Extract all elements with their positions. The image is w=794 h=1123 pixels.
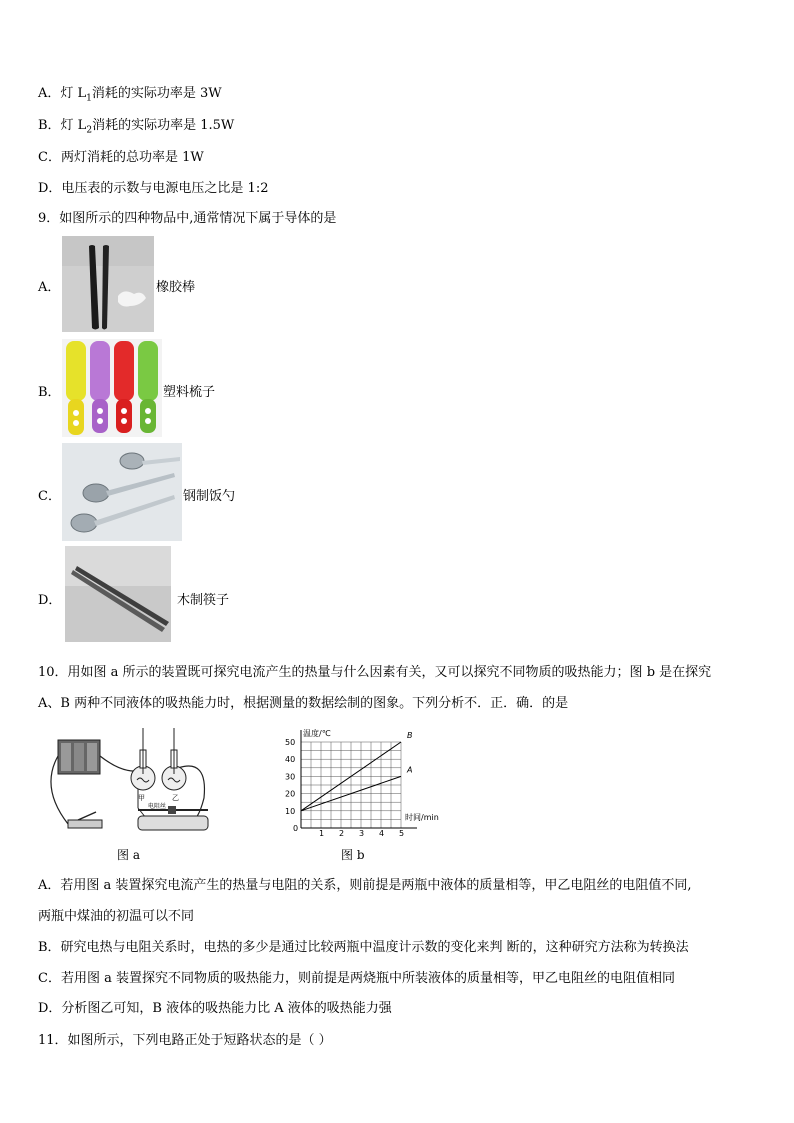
q10-option-a: A．若用图 a 装置探究电流产生的热量与电阻的关系，则前提是两瓶中液体的质量相等，甲乙电阻丝的电阻值不同, — [38, 878, 692, 893]
q8-option-b-prefix: B．灯 L — [38, 118, 87, 133]
q9-option-a-label: A． — [38, 280, 61, 295]
x-tick-label: 4 — [379, 829, 385, 838]
steel-spoons-drawing — [62, 443, 182, 541]
y-tick-label: 10 — [285, 806, 296, 816]
figure-a-drawing — [38, 728, 224, 838]
y-tick-label: 30 — [285, 772, 296, 782]
figure-a-label-wire: 电阻丝 — [148, 803, 167, 810]
x-tick-label: 2 — [339, 829, 345, 838]
plastic-combs-image — [62, 339, 162, 437]
q8-option-b-sub: 2 — [86, 125, 93, 136]
x-tick-label: 3 — [359, 829, 365, 838]
q11-stem: 11．如图所示，下列电路正处于短路状态的是（ ） — [38, 1033, 332, 1048]
q10-option-b: B．研究电热与电阻关系时，电热的多少是通过比较两瓶中温度计示数的变化来判 断的，这种研究方法称为转换法 — [38, 940, 689, 955]
figure-b-caption: 图 b — [341, 848, 365, 862]
series-label-A: A — [407, 765, 413, 775]
figure-a-caption: 图 a — [117, 848, 140, 862]
q8-option-a-sub: 1 — [86, 93, 92, 104]
plastic-combs-drawing — [62, 339, 162, 437]
y-axis-label: 温度/℃ — [303, 729, 331, 738]
figure-b-chart — [283, 728, 463, 838]
q9-option-b-label: B． — [38, 385, 61, 400]
wooden-chopsticks-drawing — [65, 546, 171, 642]
q10-stem-line2: A、B 两种不同液体的吸热能力时，根据测量的数据绘制的图象。下列分析不．正．确．的是 — [38, 696, 569, 711]
q8-option-a-rest: 消耗的实际功率是 3W — [91, 86, 222, 101]
wooden-chopsticks-image — [65, 546, 171, 642]
x-tick-label: 1 — [319, 829, 325, 838]
steel-spoons-image — [62, 443, 182, 541]
q9-option-c-label: C． — [38, 489, 61, 504]
figure-a-label-yi: 乙 — [172, 794, 179, 802]
y-tick-label: 40 — [285, 755, 296, 765]
rubber-rods-drawing — [62, 236, 154, 332]
q8-option-b — [38, 114, 234, 136]
q10-option-a-cont: 两瓶中煤油的初温可以不同 — [38, 909, 195, 924]
x-tick-label: 5 — [399, 829, 405, 838]
y-tick-label: 20 — [285, 789, 296, 799]
q8-option-d: D．电压表的示数与电源电压之比是 1:2 — [38, 181, 269, 196]
q9-option-d-label: D． — [38, 593, 62, 608]
x-axis-label: 时间/min — [405, 813, 439, 822]
q10-option-d: D．分析图乙可知，B 液体的吸热能力比 A 液体的吸热能力强 — [38, 1001, 392, 1016]
q9-option-a-text: 橡胶棒 — [156, 280, 196, 295]
series-label-B: B — [407, 731, 413, 740]
rubber-rods-image — [62, 236, 154, 332]
chart-b-svg — [283, 728, 463, 838]
q8-option-b-rest: 消耗的实际功率是 1.5W — [92, 118, 235, 133]
q9-option-d-text: 木制筷子 — [177, 593, 230, 608]
q8-option-c: C．两灯消耗的总功率是 1W — [38, 150, 204, 165]
q10-stem-line1: 10．用如图 a 所示的装置既可探究电流产生的热量与什么因素有关，又可以探究不同物质的吸热能力；图 b 是在探究 — [38, 665, 712, 680]
figure-a-label-jia: 甲 — [138, 794, 145, 802]
q9-stem: 9．如图所示的四种物品中,通常情况下属于导体的是 — [38, 211, 337, 226]
q8-option-a-prefix: A．灯 L — [38, 86, 87, 101]
figure-a-apparatus — [38, 728, 224, 838]
q9-option-c-text: 钢制饭勺 — [183, 489, 236, 504]
y-tick-label: 50 — [285, 738, 296, 747]
q10-option-c: C．若用图 a 装置探究不同物质的吸热能力，则前提是两烧瓶中所装液体的质量相等，甲乙电阻丝的电阻值相同 — [38, 971, 675, 986]
q8-option-a — [38, 82, 222, 104]
origin-tick-label: 0 — [293, 824, 299, 833]
q9-option-b-text: 塑料梳子 — [163, 385, 216, 400]
